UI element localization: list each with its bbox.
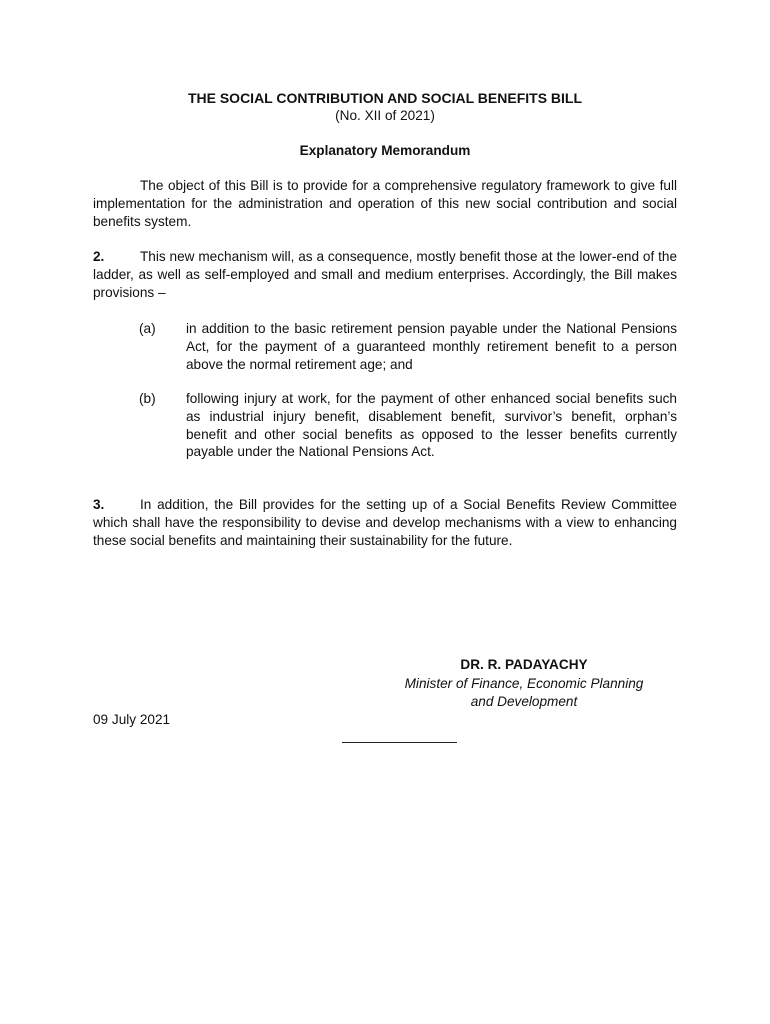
provision-label-a: (a) bbox=[139, 321, 156, 336]
signatory-title-line-2: and Development bbox=[470, 694, 578, 709]
paragraph-1: The object of this Bill is to provide for a comprehensive regulatory framework to give full implementation for the administration and operation of this new social contribution and social benefits system. bbox=[93, 178, 677, 229]
provision-text-a: in addition to the basic retirement pension payable under the National Pensions Act, for the payment of a guaranteed monthly retirement benefit to a person above the normal retirement age; and bbox=[186, 321, 677, 372]
signatory-title-line-1: Minister of Finance, Economic Planning bbox=[404, 676, 644, 691]
paragraph-2 bbox=[93, 248, 677, 301]
paragraph-2-number: 2. bbox=[93, 249, 105, 264]
paragraph-3-number: 3. bbox=[93, 497, 105, 512]
end-rule bbox=[342, 742, 457, 743]
document-date: 09 July 2021 bbox=[93, 712, 171, 727]
paragraph-3-text: In addition, the Bill provides for the setting up of a Social Benefits Review Committee which shall have the responsibility to devise and develop mechanisms with a view to enhancing these social benefits and maintaining their sustainability for the future. bbox=[93, 497, 677, 548]
provision-text-b: following injury at work, for the payment of other enhanced social benefits such as industrial injury benefit, disablement benefit, survivor’s benefit, orphan’s benefit and other social benefits as opposed to the lesser benefits currently payable under the National Pensions Act. bbox=[186, 391, 677, 460]
paragraph-3 bbox=[93, 496, 677, 549]
bill-title: THE SOCIAL CONTRIBUTION AND SOCIAL BENEFITS BILL bbox=[187, 90, 583, 106]
bill-number: (No. XII of 2021) bbox=[335, 108, 435, 123]
memorandum-heading: Explanatory Memorandum bbox=[299, 143, 471, 158]
paragraph-2-text: This new mechanism will, as a consequence, mostly benefit those at the lower-end of the ladder, as well as self-employed and small and medium enterprises. Accordingly, the Bill makes provisions – bbox=[93, 249, 677, 300]
signatory-title bbox=[370, 675, 678, 711]
provision-label-b: (b) bbox=[139, 391, 156, 406]
signatory-name: DR. R. PADAYACHY bbox=[460, 657, 588, 672]
